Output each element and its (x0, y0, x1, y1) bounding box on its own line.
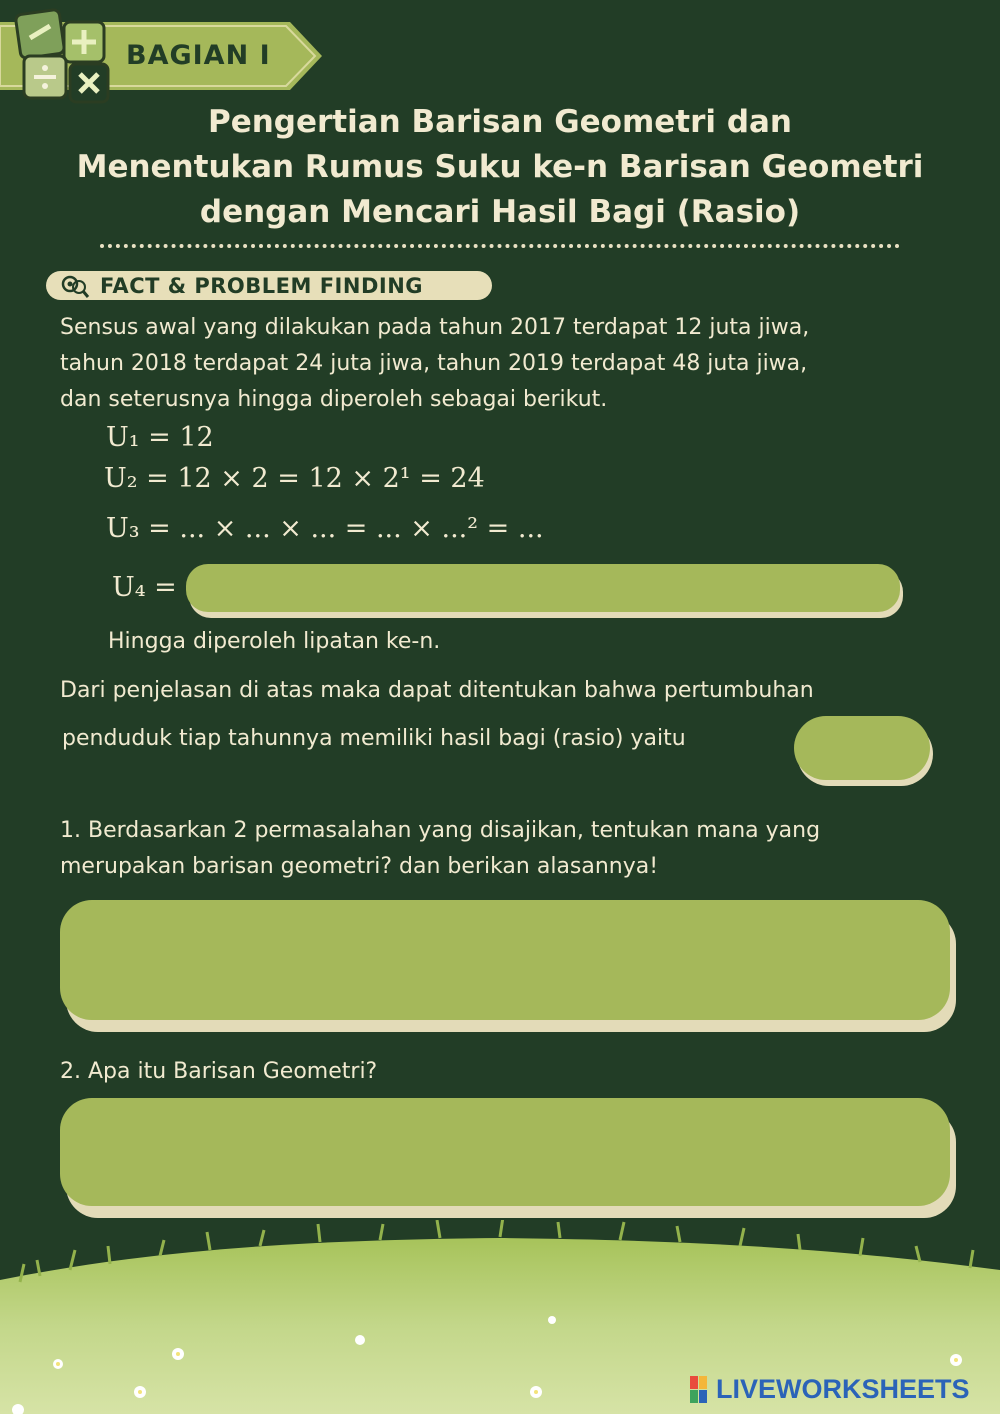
gear-magnifier-icon (58, 272, 90, 300)
question-1-answer-field[interactable] (60, 900, 950, 1020)
question-1-line: merupakan barisan geometri? dan berikan alasannya! (60, 854, 659, 879)
intro-paragraph (60, 310, 940, 418)
question-2-answer-field[interactable] (60, 1098, 950, 1206)
u4-answer-field[interactable] (186, 564, 900, 612)
subsection-label: FACT & PROBLEM FINDING (100, 274, 424, 298)
lipatan-text: Hingga diperoleh lipatan ke-n. (108, 629, 441, 654)
formula-u3: U₃ = ... × ... × ... = ... × ...² = ... (106, 513, 544, 544)
formula-u2: U₂ = 12 × 2 = 12 × 2¹ = 24 (104, 463, 485, 494)
intro-line: dan seterusnya hingga diperoleh sebagai berikut. (60, 387, 608, 412)
liveworksheets-logo-text: LIVEWORKSHEETS (716, 1374, 970, 1404)
title-line: Pengertian Barisan Geometri dan (207, 104, 793, 140)
intro-line: tahun 2018 terdapat 24 juta jiwa, tahun 2019 terdapat 48 juta jiwa, (60, 351, 808, 376)
question-1 (60, 813, 940, 885)
ratio-line-2: penduduk tiap tahunnya memiliki hasil bagi (rasio) yaitu (62, 726, 686, 751)
liveworksheets-logo-icon (690, 1376, 708, 1404)
title-line: dengan Mencari Hasil Bagi (Rasio) (199, 194, 801, 230)
intro-line: Sensus awal yang dilakukan pada tahun 2017 terdapat 12 juta jiwa, (60, 315, 810, 340)
ratio-line-1: Dari penjelasan di atas maka dapat ditentukan bahwa pertumbuhan (60, 678, 814, 703)
question-2: 2. Apa itu Barisan Geometri? (60, 1059, 378, 1084)
formula-u1: U₁ = 12 (106, 422, 214, 453)
formula-u4-label: U₄ = (112, 572, 177, 603)
question-1-line: 1. Berdasarkan 2 permasalahan yang disajikan, tentukan mana yang (60, 818, 821, 843)
title-line: Menentukan Rumus Suku ke-n Barisan Geometri (76, 149, 924, 185)
dotted-divider (100, 244, 900, 248)
page-title (40, 100, 960, 235)
section-label: BAGIAN I (126, 40, 271, 71)
math-operations-icon (14, 8, 114, 106)
ratio-answer-field[interactable] (794, 716, 930, 780)
